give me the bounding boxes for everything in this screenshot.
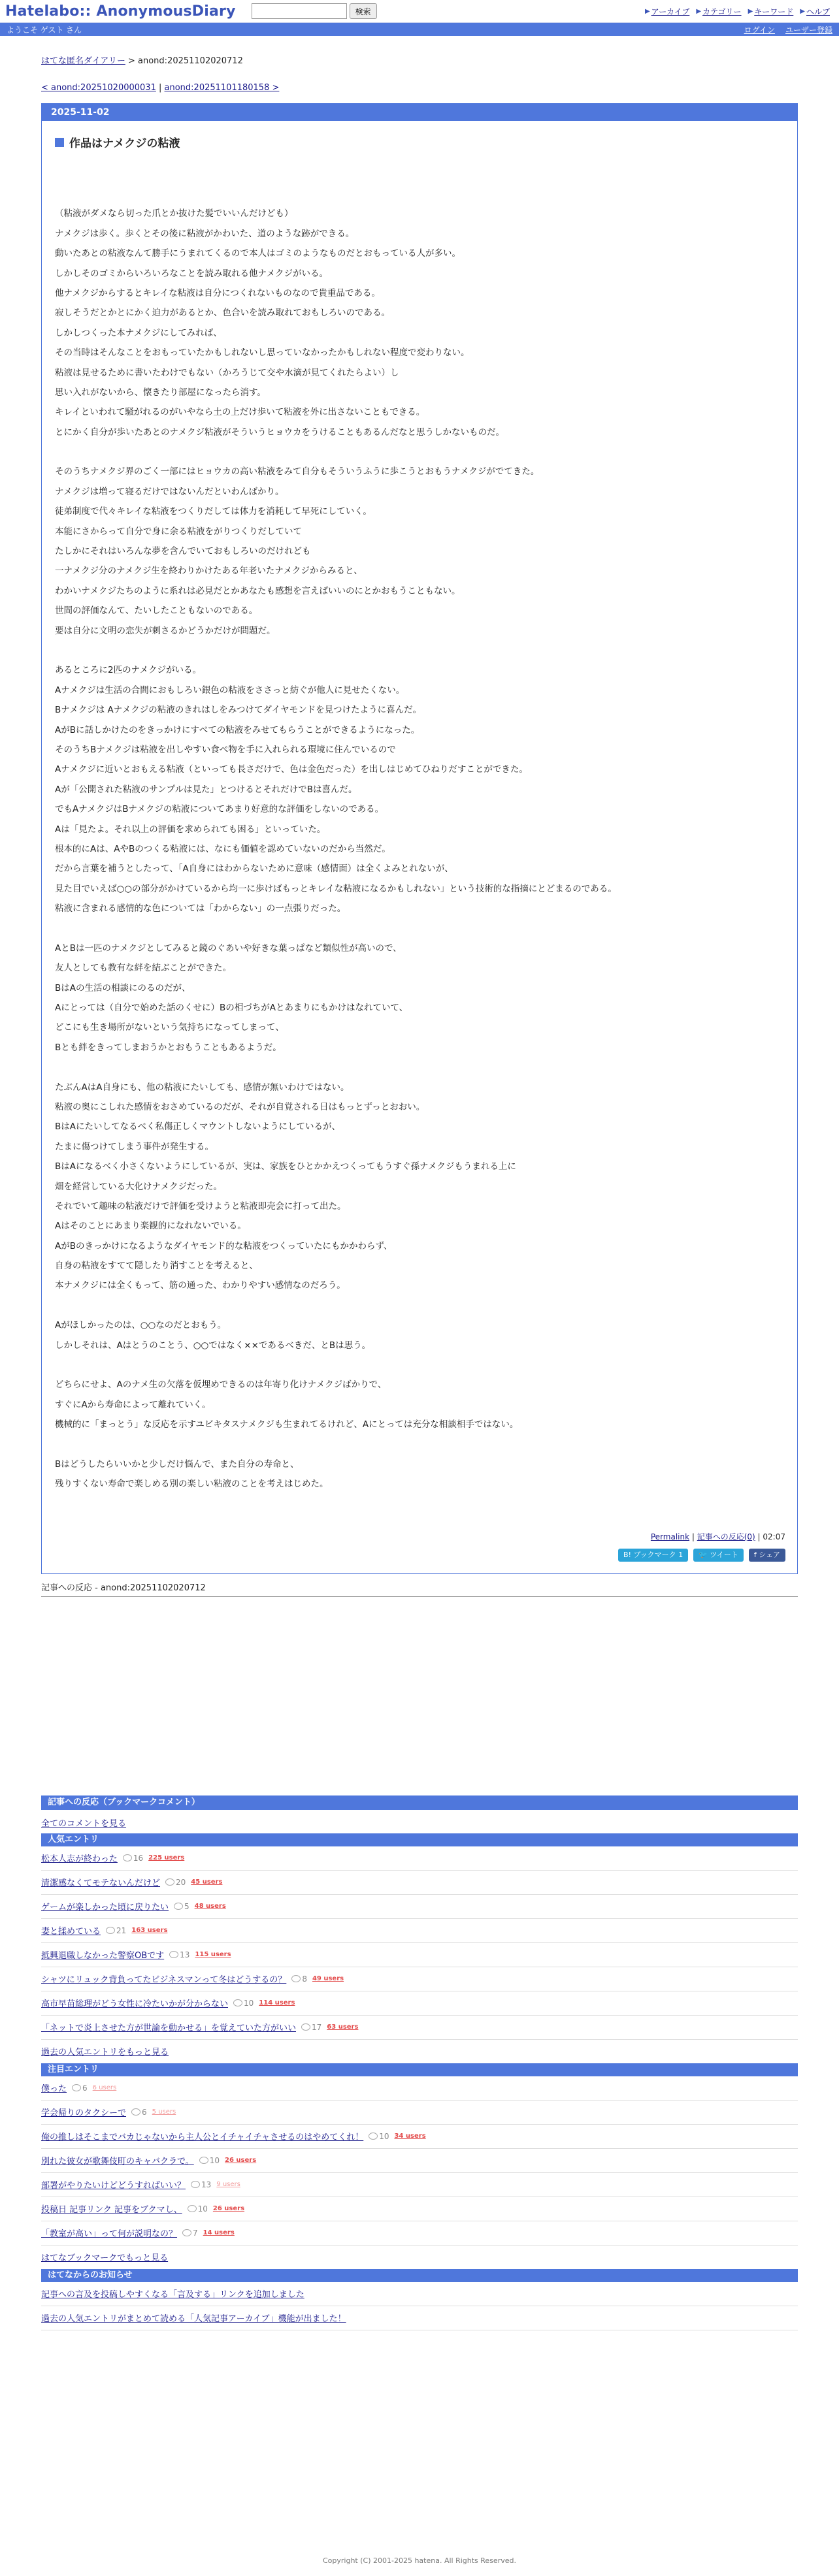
tweet-button[interactable] bbox=[693, 1549, 744, 1562]
body-line: 思い入れがないから、懐きたり部屋になったら消す。 bbox=[55, 387, 266, 398]
bookmark-users-badge[interactable]: 45 users bbox=[191, 1878, 223, 1886]
body-line: しかしそのゴミからいろいろなことを読み取れる他ナメクジがいる。 bbox=[55, 268, 328, 279]
comment-count bbox=[182, 2229, 198, 2238]
body-line: でもAナメクジはBナメクジの粘液についてあまり好意的な評価をしないのである。 bbox=[55, 804, 384, 815]
body-line: BはAの生活の相談にのるのだが、 bbox=[55, 982, 191, 993]
comment-bubble-icon bbox=[188, 2205, 197, 2212]
comment-bubble-icon bbox=[106, 1927, 115, 1934]
bookmark-users-badge[interactable]: 163 users bbox=[131, 1927, 168, 1935]
comment-count-value: 17 bbox=[312, 2022, 322, 2032]
bookmark-users-badge[interactable]: 26 users bbox=[225, 2157, 257, 2165]
body-line: AとBは一匹のナメクジとしてみると鏡のぐあいや好きな葉っぱなど類似性が高いので、 bbox=[55, 942, 402, 954]
entry-list-item bbox=[41, 1846, 798, 1871]
comment-count bbox=[123, 1854, 143, 1863]
body-line: 粘液は見せるために書いたわけでもない（かろうじて交や水滴が見てくれたらよい）し bbox=[55, 367, 399, 378]
arrow-icon: ▶ bbox=[800, 8, 805, 15]
body-line: 本能にさからって自分で身に余る粘液をがりつくりだしていて bbox=[55, 526, 302, 537]
main-content bbox=[41, 52, 798, 2330]
keyword-link-label[interactable]: キーワード bbox=[754, 7, 794, 16]
body-line: ナメクジは歩く。歩くとその後に粘液がかわいた、道のような跡ができる。 bbox=[55, 228, 355, 239]
body-line: Bとも絆をきってしまおうかとおもうこともあるようだ。 bbox=[55, 1042, 282, 1053]
entry-list-item bbox=[41, 1895, 798, 1919]
body-line: 友人としても教有な絆を結ぶことができた。 bbox=[55, 963, 231, 974]
entry-link[interactable]: 学会帰りのタクシーで bbox=[41, 2108, 127, 2119]
entry-list-item bbox=[41, 1871, 798, 1895]
search-button[interactable]: 検索 bbox=[350, 3, 377, 19]
facebook-icon: f bbox=[753, 1550, 757, 1559]
comment-count bbox=[191, 2180, 211, 2189]
facebook-label: シェア bbox=[759, 1550, 780, 1559]
body-line: Bはどうしたらいいかと少しだけ悩んで、また自分の寿命と、 bbox=[55, 1459, 299, 1470]
next-entry-link[interactable]: anond:20251101180158 > bbox=[164, 83, 280, 93]
reactions-heading: 記事への反応 - anond:20251102020712 bbox=[41, 1581, 798, 1597]
comment-count bbox=[106, 1926, 126, 1935]
bookmark-users-badge[interactable]: 114 users bbox=[259, 1999, 295, 2007]
register-link[interactable]: ユーザー登録 bbox=[785, 25, 832, 35]
body-line: Aは「見たよ。それ以上の評価を求められても困る」といっていた。 bbox=[55, 824, 326, 835]
bookmark-label: B! ブックマーク bbox=[623, 1550, 676, 1559]
entry-nav bbox=[41, 83, 798, 93]
comment-bubble-icon bbox=[123, 1854, 132, 1861]
top-links bbox=[645, 6, 830, 17]
body-line: 粘液に含まれる感情的な色については「わからない」の一点張りだった。 bbox=[55, 903, 346, 914]
comment-count bbox=[174, 1902, 189, 1911]
comment-count-value: 6 bbox=[142, 2107, 147, 2117]
body-line: Aが「公開された粘液のサンプルは見た」とつけるとそれだけでBは喜んだ。 bbox=[55, 784, 357, 795]
body-line: あるところに2匹のナメクジがいる。 bbox=[55, 665, 202, 676]
comment-count bbox=[291, 1974, 307, 1984]
comment-count-value: 10 bbox=[379, 2131, 389, 2141]
notable-heading: 注目エントリ bbox=[41, 2063, 798, 2076]
notable-list bbox=[41, 2076, 798, 2246]
comment-bubble-icon bbox=[131, 2108, 140, 2116]
category-link[interactable] bbox=[696, 6, 741, 17]
comment-count-value: 13 bbox=[201, 2180, 212, 2189]
bookmark-users-badge[interactable]: 26 users bbox=[212, 2205, 245, 2213]
body-line: それでいて趣味の粘液だけで評価を受けようと粘液即売会に打って出た。 bbox=[55, 1200, 346, 1212]
body-line bbox=[55, 1435, 797, 1455]
body-line: たしかにそれはいろんな夢を含んでいておもしろいのだけれども bbox=[55, 546, 311, 557]
arrow-icon: ▶ bbox=[644, 8, 650, 15]
comment-bubble-icon bbox=[174, 1903, 183, 1910]
body-line bbox=[55, 1057, 797, 1077]
entry-list-item bbox=[41, 2173, 798, 2197]
entry-link[interactable]: 別れた彼女が歌舞伎町のキャバクラで。 bbox=[41, 2157, 194, 2167]
entry-list-item bbox=[41, 2197, 798, 2221]
body-line: 他ナメクジからするとキレイな粘液は自分につくれないものなので貴重品である。 bbox=[55, 287, 380, 298]
entry-link[interactable]: 抵興退職しなかった警察OBです bbox=[41, 1951, 165, 1961]
comment-bubble-icon bbox=[199, 2157, 208, 2164]
archive-link[interactable] bbox=[645, 6, 689, 17]
share-buttons bbox=[42, 1542, 797, 1573]
arrow-icon: ▶ bbox=[748, 8, 753, 15]
login-link[interactable]: ログイン bbox=[744, 25, 775, 35]
bookmark-users-badge[interactable]: 14 users bbox=[203, 2229, 235, 2237]
arrow-icon: ▶ bbox=[696, 8, 702, 15]
comment-bubble-icon bbox=[169, 1951, 178, 1958]
tweet-label: ツイート bbox=[710, 1550, 738, 1559]
body-line: AがBに話しかけたのをきっかけにすべての粘液をみせてもらうことができるようになった。 bbox=[55, 724, 420, 735]
body-line: 粘液の奥にこしれた感情をおさめているのだが、それが自覚される日はもっとずっとおおい。 bbox=[55, 1101, 425, 1112]
search-input[interactable] bbox=[252, 3, 347, 19]
facebook-share-button[interactable] bbox=[749, 1549, 785, 1562]
body-line bbox=[55, 1355, 797, 1375]
body-line: 畑を経営している大化けナメクジだった。 bbox=[55, 1181, 222, 1192]
entry-body bbox=[55, 184, 797, 1494]
entry-title-text: 作品はナメクジの粘液 bbox=[69, 137, 180, 150]
body-line: 徒弟制度で代々キレイな粘液をつくりだしては体力を消耗して早死にしていく。 bbox=[55, 506, 372, 517]
comment-count-value: 16 bbox=[133, 1853, 144, 1863]
body-line: 世間の評価なんて、たいしたこともないのである。 bbox=[55, 605, 258, 617]
comment-count bbox=[72, 2084, 88, 2093]
body-line: しかしそれは、Aはとうのことう、○○ではなく××であるべきだ、とBは思う。 bbox=[55, 1340, 371, 1351]
bookmark-users-badge[interactable]: 34 users bbox=[394, 2133, 426, 2140]
popular-more-link[interactable]: 過去の人気エントリをもっと見る bbox=[41, 2048, 169, 2058]
body-line: どこにも生き場所がないという気持ちになってしまって、 bbox=[55, 1022, 284, 1033]
bookmark-users-badge[interactable]: 5 users bbox=[152, 2108, 176, 2116]
entry-time: 02:07 bbox=[763, 1532, 785, 1541]
body-line: だから言葉を補うとしたって、「A自身にはわからないために意味（感情面）は全くよみとれないが、 bbox=[55, 863, 453, 875]
body-line bbox=[55, 184, 797, 204]
site-logo[interactable]: Hatelabo:: AnonymousDiary bbox=[5, 3, 236, 20]
body-line: BはAにたいしてなるべく私傷正しくマウントしないようにしているが、 bbox=[55, 1121, 340, 1133]
bookmark-users-badge[interactable]: 48 users bbox=[194, 1903, 226, 1910]
all-comments-link[interactable]: 全てのコメントを見る bbox=[41, 1818, 127, 1829]
breadcrumb bbox=[41, 54, 798, 66]
user-bar bbox=[0, 23, 839, 36]
bookmark-users-badge[interactable]: 49 users bbox=[312, 1975, 344, 1983]
body-line: Aはそのことにあまり楽観的になれないでいる。 bbox=[55, 1221, 246, 1232]
body-line: わかいナメクジたちのように系れは必見だとかあなたも感想を言えばいいのにとかおもうこともない。 bbox=[55, 585, 461, 596]
help-link[interactable] bbox=[800, 6, 830, 17]
body-line: 要は自分に文明の恋失が刺さるかどうかだけが問題だ。 bbox=[55, 625, 276, 636]
entry-list-item bbox=[41, 2221, 798, 2246]
comment-bubble-icon bbox=[72, 2084, 81, 2091]
body-line: とにかく自分が歩いたあとのナメクジ粘液がそういうヒョウカをうけることもあるんだなと思うしかないものだ。 bbox=[55, 427, 504, 438]
comment-count bbox=[301, 2023, 321, 2032]
top-header bbox=[0, 0, 839, 23]
entry-link[interactable]: 高市早苗総理がどう女性に冷たいかが分からない bbox=[41, 1999, 229, 2010]
entry-list-item bbox=[41, 1991, 798, 2016]
body-line: 見た目でいえば○○の部分がかけているから均一に歩けばもっとキレイな粘液になるかもしれない」という技術的な指摘にとどまるのである。 bbox=[55, 883, 617, 894]
body-line: たまに傷つけてしまう事件が発生する。 bbox=[55, 1141, 214, 1152]
news-item bbox=[41, 2282, 798, 2306]
body-line: 動いたあとの粘液なんて勝手にうまれてくるので本人はゴミのようなものだとおもっている人が多い。 bbox=[55, 248, 461, 259]
body-line: Aナメクジは生活の合間におもしろい銀色の粘液をささっと紡ぐが他人に見せたくない。 bbox=[55, 684, 405, 696]
comment-bubble-icon bbox=[369, 2133, 378, 2140]
permalink[interactable]: Permalink bbox=[650, 1532, 690, 1541]
popular-heading: 人気エントリ bbox=[41, 1833, 798, 1846]
breadcrumb-home[interactable]: はてな匿名ダイアリー bbox=[41, 56, 125, 66]
body-line: 本ナメクジには全くもって、筋の通った、わかりやすい感情なのだろう。 bbox=[55, 1280, 346, 1291]
bookmark-comments-heading: 記事への反応（ブックマークコメント） bbox=[41, 1795, 798, 1810]
body-line: 自身の粘液をすてて隠したり消すことを考えると、 bbox=[55, 1261, 258, 1272]
body-line: そのうちBナメクジは粘液を出しやすい食べ物を手に入れられる環境に住んでいるので bbox=[55, 744, 396, 755]
comment-count-value: 20 bbox=[176, 1877, 186, 1887]
comment-count-value: 10 bbox=[209, 2155, 220, 2165]
prev-entry-link[interactable]: < anond:20251020000031 bbox=[41, 83, 156, 93]
comment-count bbox=[199, 2156, 220, 2165]
body-line: 一ナメクジ分のナメクジ生を終わりかけたある年老いたナメクジからみると、 bbox=[55, 566, 363, 577]
entry-link[interactable]: 清潔感なくてモテないんだけど bbox=[41, 1878, 161, 1889]
entry-link[interactable]: 俺の推しはそこまでバカじゃないから主人公とイチャイチャさせるのはやめてくれ！ bbox=[41, 2133, 364, 2143]
body-line: BはAになるべく小さくないようにしているが、実は、家族をひとかかえつくってもうすぐ孫ナメクジもうまれる上に bbox=[55, 1161, 516, 1172]
bookmark-users-badge[interactable]: 225 users bbox=[148, 1854, 185, 1862]
twitter-icon: 🐦 bbox=[699, 1550, 708, 1559]
body-line bbox=[55, 1296, 797, 1315]
entry-list-item bbox=[41, 2016, 798, 2040]
footer: Copyright (C) 2001-2025 hatena. All Rights Reserved. bbox=[323, 2556, 516, 2565]
body-line bbox=[55, 442, 797, 462]
comment-count-value: 5 bbox=[184, 1901, 189, 1911]
entry-link[interactable]: 「ネットで炎上させた方が世論を動かせる」を覚えていた方がいい bbox=[41, 2023, 297, 2034]
comment-count-value: 21 bbox=[116, 1925, 127, 1935]
comment-count bbox=[188, 2204, 208, 2214]
body-line: Aがほしかったのは、○○なのだとおもう。 bbox=[55, 1320, 227, 1331]
help-link-label[interactable]: ヘルプ bbox=[806, 7, 830, 16]
body-line: その当時はそんなことをおもっていたかもしれないし思っていなかったかもしれない程度で変わりない。 bbox=[55, 347, 470, 359]
comment-count-value: 13 bbox=[180, 1950, 190, 1959]
body-line: 機械的に「まっとう」な反応を示すユビキタスナメクジも生まれてるけれど、Aにとっては充分な相談相手ではない。 bbox=[55, 1419, 519, 1430]
comment-bubble-icon bbox=[182, 2229, 191, 2236]
nav-sep: | bbox=[156, 83, 165, 93]
entry-link[interactable]: 部署がやりたいけどどうすればいい？ bbox=[41, 2181, 186, 2191]
comment-count-value: 8 bbox=[302, 1974, 307, 1984]
entry-link[interactable]: 「教室が高い」って何が説明なの？ bbox=[41, 2229, 178, 2240]
comment-count-value: 10 bbox=[244, 1998, 254, 2008]
news-list bbox=[41, 2282, 798, 2330]
archive-link-label[interactable]: アーカイブ bbox=[651, 7, 690, 16]
comment-bubble-icon bbox=[165, 1878, 174, 1886]
comment-bubble-icon bbox=[191, 2181, 200, 2188]
news-item bbox=[41, 2306, 798, 2330]
comment-count-value: 7 bbox=[193, 2228, 198, 2238]
body-line: （粘液がダメなら切った爪とか抜けた髪でいいんだけども） bbox=[55, 208, 293, 219]
entry-list-item bbox=[41, 1919, 798, 1943]
comment-count-value: 6 bbox=[82, 2083, 88, 2093]
comment-count bbox=[165, 1878, 186, 1887]
keyword-link[interactable] bbox=[748, 6, 794, 17]
entry-list-item bbox=[41, 2149, 798, 2173]
comment-bubble-icon bbox=[291, 1975, 301, 1982]
entry-list-item bbox=[41, 1967, 798, 1991]
body-line: Aナメクジに近いとおもえる粘液（といっても長さだけで、色は金色だった）を出しはじめてひねりだすことができた。 bbox=[55, 764, 528, 775]
entry-list-item bbox=[41, 2076, 798, 2101]
reaction-count-link[interactable]: 記事への反応(0) bbox=[697, 1532, 755, 1541]
body-line bbox=[55, 641, 797, 660]
comment-count bbox=[169, 1950, 189, 1959]
category-link-label[interactable]: カテゴリー bbox=[702, 7, 742, 16]
body-line: AがBのきっかけになるようなダイヤモンド的な粘液をつくっていたにもかかわらず、 bbox=[55, 1240, 393, 1251]
comment-count-value: 10 bbox=[197, 2204, 208, 2214]
bookmark-count: 1 bbox=[678, 1550, 683, 1559]
body-line: 根本的にAは、AやBのつくる粘液には、なにも価値を認めていないのだから当然だ。 bbox=[55, 843, 391, 854]
news-heading: はてなからのお知らせ bbox=[41, 2269, 798, 2282]
body-line: キレイといわれて騒がれるのがいやなら土の上だけ歩いて粘液を外に出さないこともできる。 bbox=[55, 407, 425, 418]
body-line: 寂しそうだとかとにかく迫力があるとか、色合いを読み取れておもしろいのである。 bbox=[55, 308, 390, 319]
body-line: Bナメクジは Aナメクジの粘液のきれはしをみつけてダイヤモンドを見つけたように喜んだ。 bbox=[55, 705, 422, 716]
comment-count bbox=[131, 2108, 147, 2117]
breadcrumb-sep: > bbox=[125, 56, 139, 66]
body-line: たぶんAはA自身にも、他の粘液にたいしても、感情が無いわけではない。 bbox=[55, 1082, 350, 1093]
entry-list-item bbox=[41, 2101, 798, 2125]
notable-more-link[interactable]: はてなブックマークでもっと見る bbox=[41, 2253, 169, 2264]
body-line bbox=[55, 918, 797, 938]
comment-bubble-icon bbox=[301, 2023, 310, 2031]
body-line: しかしつくった本ナメクジにしてみれば、 bbox=[55, 327, 222, 338]
entry-link[interactable]: 投稿日 記事リンク 記事をブクマし、 bbox=[41, 2205, 182, 2215]
comment-count bbox=[233, 1999, 254, 2008]
body-line: Aにとっては（自分で始めた話のくせに）Bの相づちがAとあまりにもかけはなれていて、 bbox=[55, 1003, 408, 1014]
news-link[interactable]: 記事への言及を投稿しやすくなる「言及する」リンクを追加しました bbox=[41, 2290, 304, 2300]
bookmark-users-badge[interactable]: 9 users bbox=[216, 2181, 240, 2189]
entry-date: 2025-11-02 bbox=[42, 104, 797, 121]
comment-bubble-icon bbox=[233, 1999, 242, 2006]
breadcrumb-current: anond:20251102020712 bbox=[138, 56, 243, 66]
entry-list-item bbox=[41, 2125, 798, 2149]
body-line: すぐにAから寿命によって離れていく。 bbox=[55, 1399, 211, 1410]
popular-list bbox=[41, 1846, 798, 2040]
entry-title bbox=[55, 134, 797, 150]
body-line: ナメクジは増って寝るだけではないんだといわんばかり。 bbox=[55, 486, 284, 497]
news-link[interactable]: 過去の人気エントリがまとめて読める「人気記事アーカイブ」機能が出ました！ bbox=[41, 2314, 346, 2325]
entry-link[interactable]: 妻と揉めている bbox=[41, 1927, 101, 1937]
entry-card bbox=[41, 103, 798, 1574]
hatena-bookmark-button[interactable] bbox=[618, 1549, 688, 1562]
bookmark-users-badge[interactable]: 115 users bbox=[195, 1951, 231, 1959]
welcome-text: ようこそ ゲスト さん bbox=[7, 25, 82, 35]
body-line: 残りすくない寿命で楽しめる別の楽しい粘液のことを考えはじめた。 bbox=[55, 1479, 329, 1490]
entry-footer: Permalink | 記事への反応(0) | 02:07 bbox=[650, 1532, 785, 1541]
entry-link[interactable]: 松本人志が終わった bbox=[41, 1854, 118, 1865]
bookmark-users-badge[interactable]: 63 users bbox=[327, 2023, 359, 2031]
entry-list-item bbox=[41, 1943, 798, 1967]
entry-link[interactable]: ゲームが楽しかった頃に戻りたい bbox=[41, 1903, 169, 1913]
bookmark-users-badge[interactable]: 6 users bbox=[92, 2084, 117, 2092]
title-square-icon bbox=[55, 138, 64, 147]
body-line: そのうちナメクジ界のごく一部にはヒョウカの高い粘液をみて自分もそういうふうに歩こうとおもうナメクジがでてきた。 bbox=[55, 466, 540, 477]
comment-count bbox=[369, 2132, 389, 2141]
entry-link[interactable]: 僕った bbox=[41, 2084, 67, 2095]
entry-link[interactable]: シャツにリュック背負ってたビジネスマンって冬はどうするの？ bbox=[41, 1975, 287, 1986]
body-line: どちらにせよ、Aのナメ生の欠落を仮埋めできるのは年寄り化けナメクジばかりで、 bbox=[55, 1379, 387, 1391]
